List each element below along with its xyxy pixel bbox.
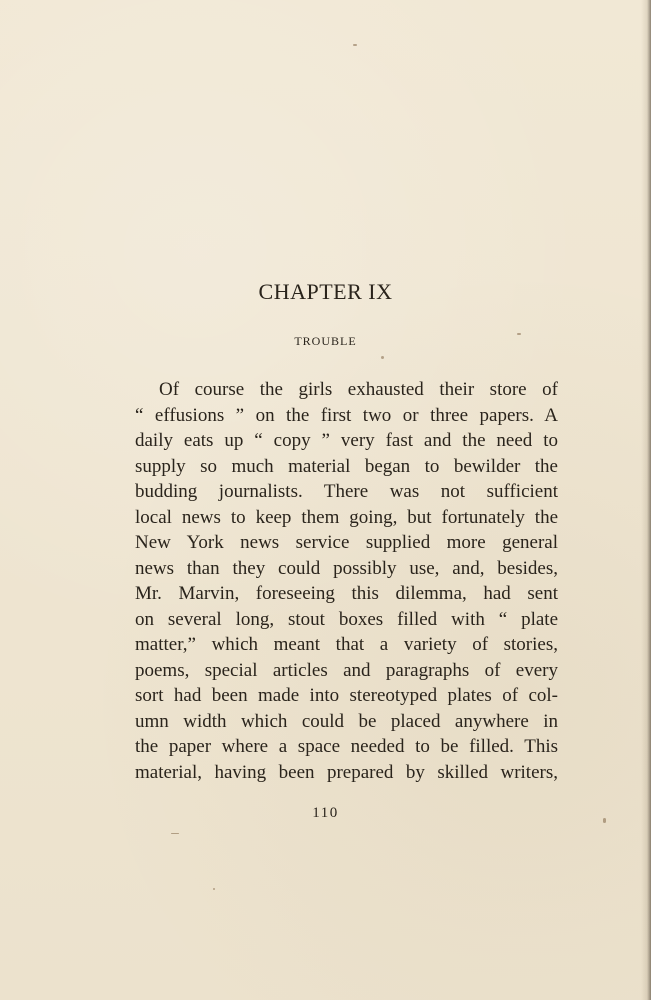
text-line: Of course the girls exhausted their store of	[159, 379, 558, 400]
chapter-body-text	[135, 377, 558, 785]
chapter-subtitle: TROUBLE	[294, 334, 357, 348]
text-line: the paper where a space needed to be filled. This	[135, 736, 558, 757]
text-line: sort had been made into stereotyped plates of col-	[135, 685, 558, 706]
text-line: matter,” which meant that a variety of stories,	[135, 634, 558, 655]
chapter-title: CHAPTER IX	[258, 279, 393, 304]
page-edge-shadow	[641, 0, 651, 1000]
paper-speck	[171, 833, 179, 834]
text-line: Mr. Marvin, foreseeing this dilemma, had sent	[135, 583, 558, 604]
text-line: local news to keep them going, but fortunately the	[135, 506, 558, 528]
paper-speck	[381, 356, 384, 359]
text-line: “ effusions ” on the first two or three papers. A	[135, 404, 558, 426]
text-line: poems, special articles and paragraphs of every	[135, 659, 558, 681]
text-line: umn width which could be placed anywhere in	[135, 710, 558, 732]
page-number: 110	[312, 805, 339, 821]
text-line: material, having been prepared by skilled writers,	[135, 761, 558, 783]
text-line: daily eats up “ copy ” very fast and the need to	[135, 430, 558, 451]
paper-speck	[213, 888, 215, 890]
text-line: New York news service supplied more general	[135, 532, 558, 553]
text-line: news than they could possibly use, and, besides,	[135, 557, 558, 579]
text-line: on several long, stout boxes filled with “ plate	[135, 608, 558, 630]
paper-speck	[353, 44, 357, 46]
text-line: budding journalists. There was not sufficient	[135, 481, 558, 502]
text-line: supply so much material began to bewilder the	[135, 455, 558, 477]
